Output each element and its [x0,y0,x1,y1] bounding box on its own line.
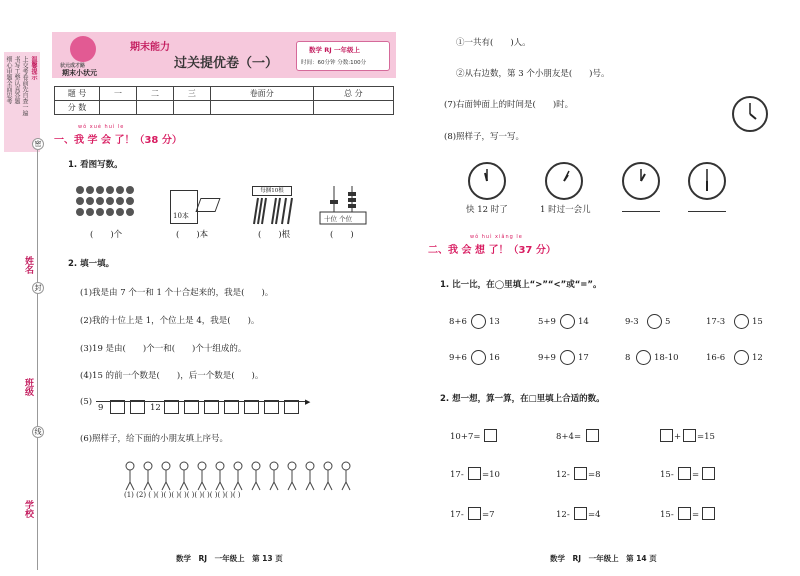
s2-q2-title: 2. 想一想，算一算，在□里填上合适的数。 [440,394,605,404]
q7: (7)右面钟面上的时间是( )时。 [444,100,574,110]
q6-a: ①一共有( )人。 [456,38,531,48]
fill-expr: 17- [450,470,464,480]
compare-left: 9+6 [449,353,467,363]
seal-circle-1: 密 [32,138,44,150]
exam-info-box [296,41,390,71]
book-stack-image [170,190,198,224]
tips-box [4,52,40,152]
numberline-box[interactable] [110,400,125,414]
clock-icon [622,162,660,200]
clock-icon [688,162,726,200]
compare-left: 17-3 [706,317,726,327]
compare-circle[interactable] [734,350,749,365]
kids-image [122,460,362,492]
clock-label-1: 快 12 时了 [466,205,508,215]
q2-item-4: (4)15 的前一个数是( )，后一个数是( )。 [80,371,264,381]
compare-right: 12 [752,353,763,363]
fill-box[interactable] [574,467,587,480]
q2-item-3: (3)19 是由( )个一和( )个十组成的。 [80,344,247,354]
score-cell[interactable] [173,101,210,115]
seal-circle-2: 封 [32,282,44,294]
compare-circle[interactable] [647,314,662,329]
badge: 期末能力 [130,42,170,53]
compare-circle[interactable] [734,314,749,329]
numberline-box[interactable] [164,400,179,414]
q8: (8)照样子，写一写。 [444,132,525,142]
fill-expr: 12- [556,510,570,520]
fill-expr: =8 [588,470,601,480]
brand-logo-icon [70,36,96,62]
fill-box[interactable] [678,507,691,520]
compare-left: 5+9 [538,317,556,327]
tips-tag: 温馨提示 [30,56,37,80]
score-cell[interactable] [210,101,313,115]
score-cell[interactable] [313,101,393,115]
numberline-box[interactable] [244,400,259,414]
numberline-box[interactable] [130,400,145,414]
q1-answer-2[interactable]: ( )本 [176,230,209,240]
abacus-labels: 十位 个位 [324,215,353,223]
score-table [54,86,394,115]
label-name: 姓名 [23,256,33,274]
section2-pinyin: wǒ huì xiǎng le [470,234,523,240]
tips-line-3: 细心审题全面思考 [5,56,12,104]
compare-right: 5 [665,317,671,327]
fill-box[interactable] [702,467,715,480]
th-neatness: 卷面分 [210,87,313,101]
q1-answer-1[interactable]: ( )个 [90,230,123,240]
tips-line-1: 上交考卷前先自查一遍 [21,56,28,116]
s2-q1-title: 1. 比一比，在◯里填上“>”“<”或“=”。 [440,280,602,290]
label-school: 学校 [23,500,33,518]
book-label: 10本 [173,212,189,220]
bundle-tag: 每捆10根 [252,186,292,196]
compare-right: 18-10 [654,353,679,363]
q2-item-1: (1)我是由 7 个一和 1 个十合起来的，我是( )。 [80,288,274,298]
q1-answer-3[interactable]: ( )根 [258,230,291,240]
th-3: 三 [173,87,210,101]
seal-circle-3: 线 [32,426,44,438]
compare-left: 8+6 [449,317,467,327]
compare-circle[interactable] [471,350,486,365]
grade: 一年级上 [333,46,360,54]
numberline-box[interactable] [184,400,199,414]
fill-box[interactable] [702,507,715,520]
fill-box[interactable] [574,507,587,520]
fill-box[interactable] [660,429,673,442]
clock-icon [732,96,768,132]
compare-circle[interactable] [560,314,575,329]
compare-right: 17 [578,353,589,363]
compare-left: 9-3 [625,317,639,327]
fill-box[interactable] [683,429,696,442]
compare-circle[interactable] [636,350,651,365]
sticks-image [248,196,294,226]
section1-title: 一、我 学 会 了！（38 分） [54,135,182,146]
q2-item-5: (5) [80,397,93,407]
fill-box[interactable] [678,467,691,480]
clock-icon [468,162,506,200]
q6-b: ②从右边数，第 3 个小朋友是( )号。 [456,69,610,79]
answer-line[interactable] [622,211,660,212]
binding-line [37,150,38,570]
compare-left: 9+9 [538,353,556,363]
clock-label-2: 1 时过一会儿 [540,205,591,215]
fill-box[interactable] [484,429,497,442]
section2-title: 二、我 会 想 了！（37 分） [428,245,556,256]
footer-right: 数学 RJ 一年级上 第 14 页 [550,554,657,563]
fill-expr: 10+7= [450,432,481,442]
fill-expr: =7 [482,510,495,520]
th-number: 题 号 [55,87,100,101]
brand-name: 期末小状元 [62,69,97,77]
fill-op: + [674,432,682,442]
brand-small: 状元成才路 [60,63,86,69]
fill-expr: = [692,510,700,520]
th-total: 总 分 [313,87,393,101]
numberline-box[interactable] [204,400,219,414]
compare-right: 14 [578,317,589,327]
clock-icon [545,162,583,200]
q1-answer-4[interactable]: ( ) [330,230,354,240]
th-2: 二 [136,87,173,101]
arrow-right-icon: ▶ [305,398,311,406]
kid-number-labels[interactable]: (1) (2) ( )( )( )( )( )( )( )( )( )( )( )( ) [124,491,241,499]
fill-expr: 17- [450,510,464,520]
page-title: 过关提优卷（一） [174,56,279,71]
fill-expr: =10 [482,470,500,480]
compare-right: 15 [752,317,763,327]
numberline-box[interactable] [224,400,239,414]
binding-sidebar [0,0,48,576]
score-cell[interactable] [136,101,173,115]
numberline-box[interactable] [284,400,299,414]
compare-circle[interactable] [560,350,575,365]
fill-expr: 15- [660,510,674,520]
total-score: 分数:100分 [337,60,367,66]
section1-pinyin: wǒ xué huì le [78,124,125,130]
score-label: 分 数 [55,101,100,115]
th-1: 一 [100,87,137,101]
fill-expr: = [692,470,700,480]
time-limit: 时间：60分钟 [301,60,336,66]
subject: 数学 [309,46,322,54]
fill-expr: =15 [697,432,715,442]
fill-box[interactable] [468,507,481,520]
compare-left: 16-6 [706,353,726,363]
q2-item-6: (6)照样子，给下面的小朋友填上序号。 [80,434,229,444]
compare-right: 13 [489,317,500,327]
apples-image [76,186,142,220]
compare-circle[interactable] [471,314,486,329]
fill-expr: 8+4= [556,432,582,442]
answer-line[interactable] [688,211,726,212]
fill-box[interactable] [586,429,599,442]
compare-left: 8 [625,353,631,363]
fill-box[interactable] [468,467,481,480]
q1-title: 1. 看图写数。 [68,160,123,170]
tips-line-2: 书写工整认真答题 [13,56,20,104]
numberline-start: 9 [98,403,104,413]
q2-title: 2. 填一填。 [68,259,115,269]
numberline-mid: 12 [150,403,161,413]
edition: RJ [324,46,332,54]
numberline-box[interactable] [264,400,279,414]
label-class: 班级 [23,378,33,396]
book-icon [195,198,220,212]
fill-expr: 15- [660,470,674,480]
fill-expr: 12- [556,470,570,480]
score-cell[interactable] [100,101,137,115]
compare-right: 16 [489,353,500,363]
q2-item-2: (2)我的十位上是 1，个位上是 4，我是( )。 [80,316,260,326]
fill-expr: =4 [588,510,601,520]
footer-left: 数学 RJ 一年级上 第 13 页 [176,554,283,563]
